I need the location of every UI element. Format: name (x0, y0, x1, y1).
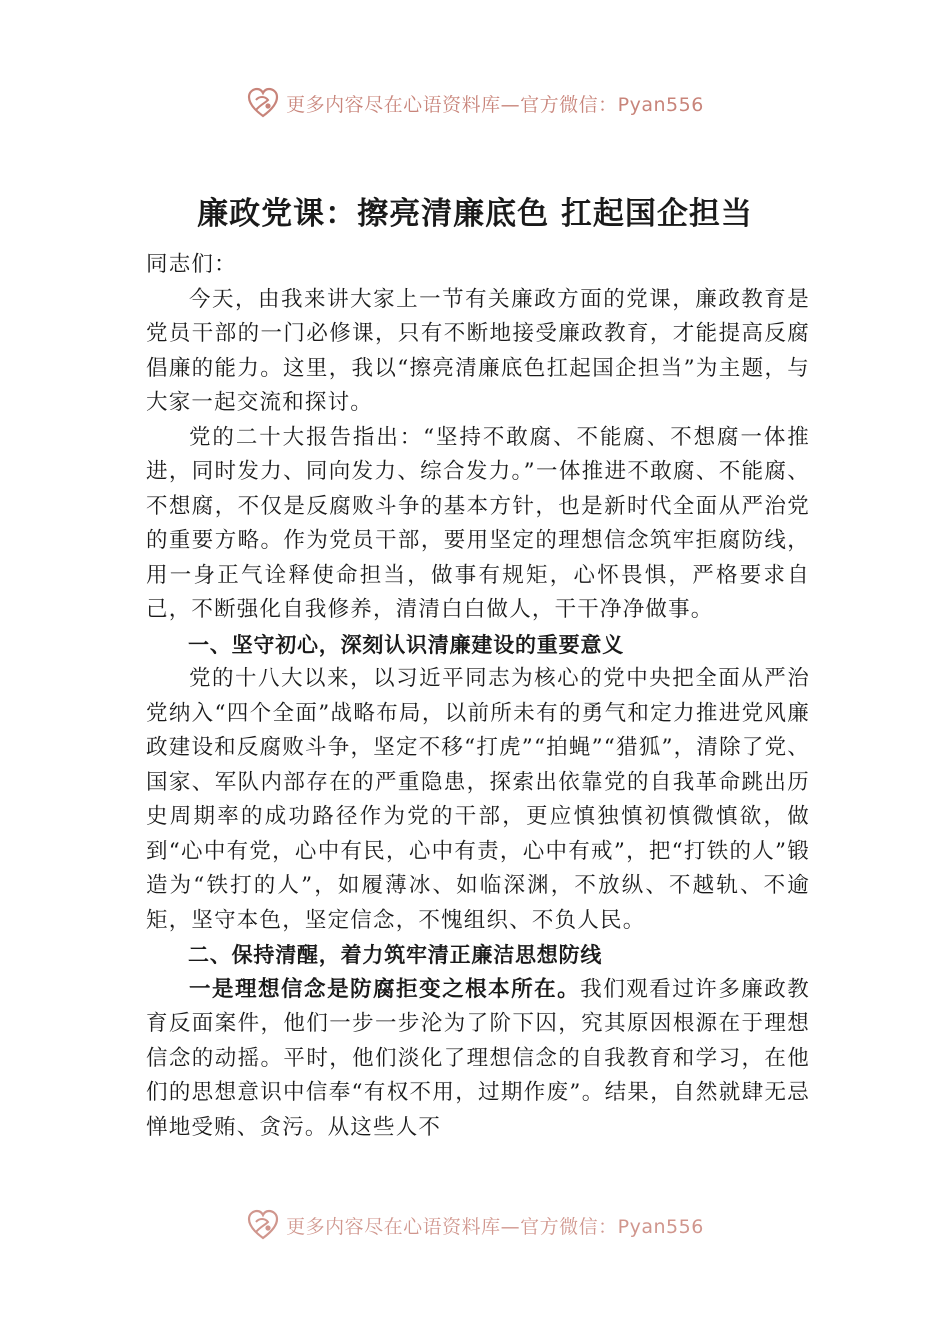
paragraph-intro: 今天，由我来讲大家上一节有关廉政方面的党课，廉政教育是党员干部的一门必修课，只有不断地接受廉政教育，才能提高反腐倡廉的能力。这里，我以“擦亮清廉底色扛起国企担当”为主题，与大家一起交流和探讨。 (146, 286, 810, 415)
watermark-bottom (0, 1208, 950, 1242)
section-heading-1: 一、坚守初心，深刻认识清廉建设的重要意义 (188, 632, 624, 657)
section1-paragraph: 党的十八大以来，以习近平同志为核心的党中央把全面从严治党纳入“四个全面”战略布局，以前所未有的勇气和定力推进党风廉政建设和反腐败斗争，坚定不移“打虎”“拍蝇”“猎狐”，清除了党、国家、军队内部存在的严重隐患，探索出依靠党的自我革命跳出历史周期率的成功路径作为党的干部，更应慎独慎初慎微慎欲，做到“心中有党，心中有民，心中有责，心中有戒”，把“打铁的人”锻造为“铁打的人”，如履薄冰、如临深渊，不放纵、不越轨、不逾矩，坚守本色，坚定信念，不愧组织、不负人民。 (146, 666, 810, 933)
paragraph-report: 党的二十大报告指出：“坚持不敢腐、不能腐、不想腐一体推进，同时发力、同向发力、综合发力。”一体推进不敢腐、不能腐、不想腐，不仅是反腐败斗争的基本方针，也是新时代全面从严治党的重要方略。作为党员干部，要用坚定的理想信念筑牢拒腐防线，用一身正气诠释使命担当，做事有规矩，心怀畏惧，严格要求自己，不断强化自我修养，清清白白做人，干干净净做事。 (146, 424, 810, 622)
heart-logo-icon (246, 86, 280, 120)
section2-lead: 一是理想信念是防腐拒变之根本所在。 (189, 976, 581, 1002)
page-title: 廉政党课：擦亮清廉底色 扛起国企担当 (197, 196, 753, 232)
salutation: 同志们： (146, 252, 237, 277)
watermark-top (0, 86, 950, 120)
heart-logo-icon (246, 1208, 280, 1242)
section2-text: 我们观看过许多廉政教育反面案件，他们一步一步沦为了阶下囚，究其原因根源在于理想信念的动摇。平时，他们淡化了理想信念的自我教育和学习，在他们的思想意识中信奉“有权不用，过期作废”。结果，自然就肆无忌惮地受贿、贪污。从这些人不 (146, 976, 810, 1140)
section2-paragraph (146, 973, 810, 1146)
watermark-text: 更多内容尽在心语资料库—官方微信：Pyan556 (286, 1215, 704, 1238)
document-body (146, 248, 810, 1145)
section-heading-2: 二、保持清醒，着力筑牢清正廉洁思想防线 (188, 943, 603, 967)
watermark-text: 更多内容尽在心语资料库—官方微信：Pyan556 (286, 93, 704, 116)
